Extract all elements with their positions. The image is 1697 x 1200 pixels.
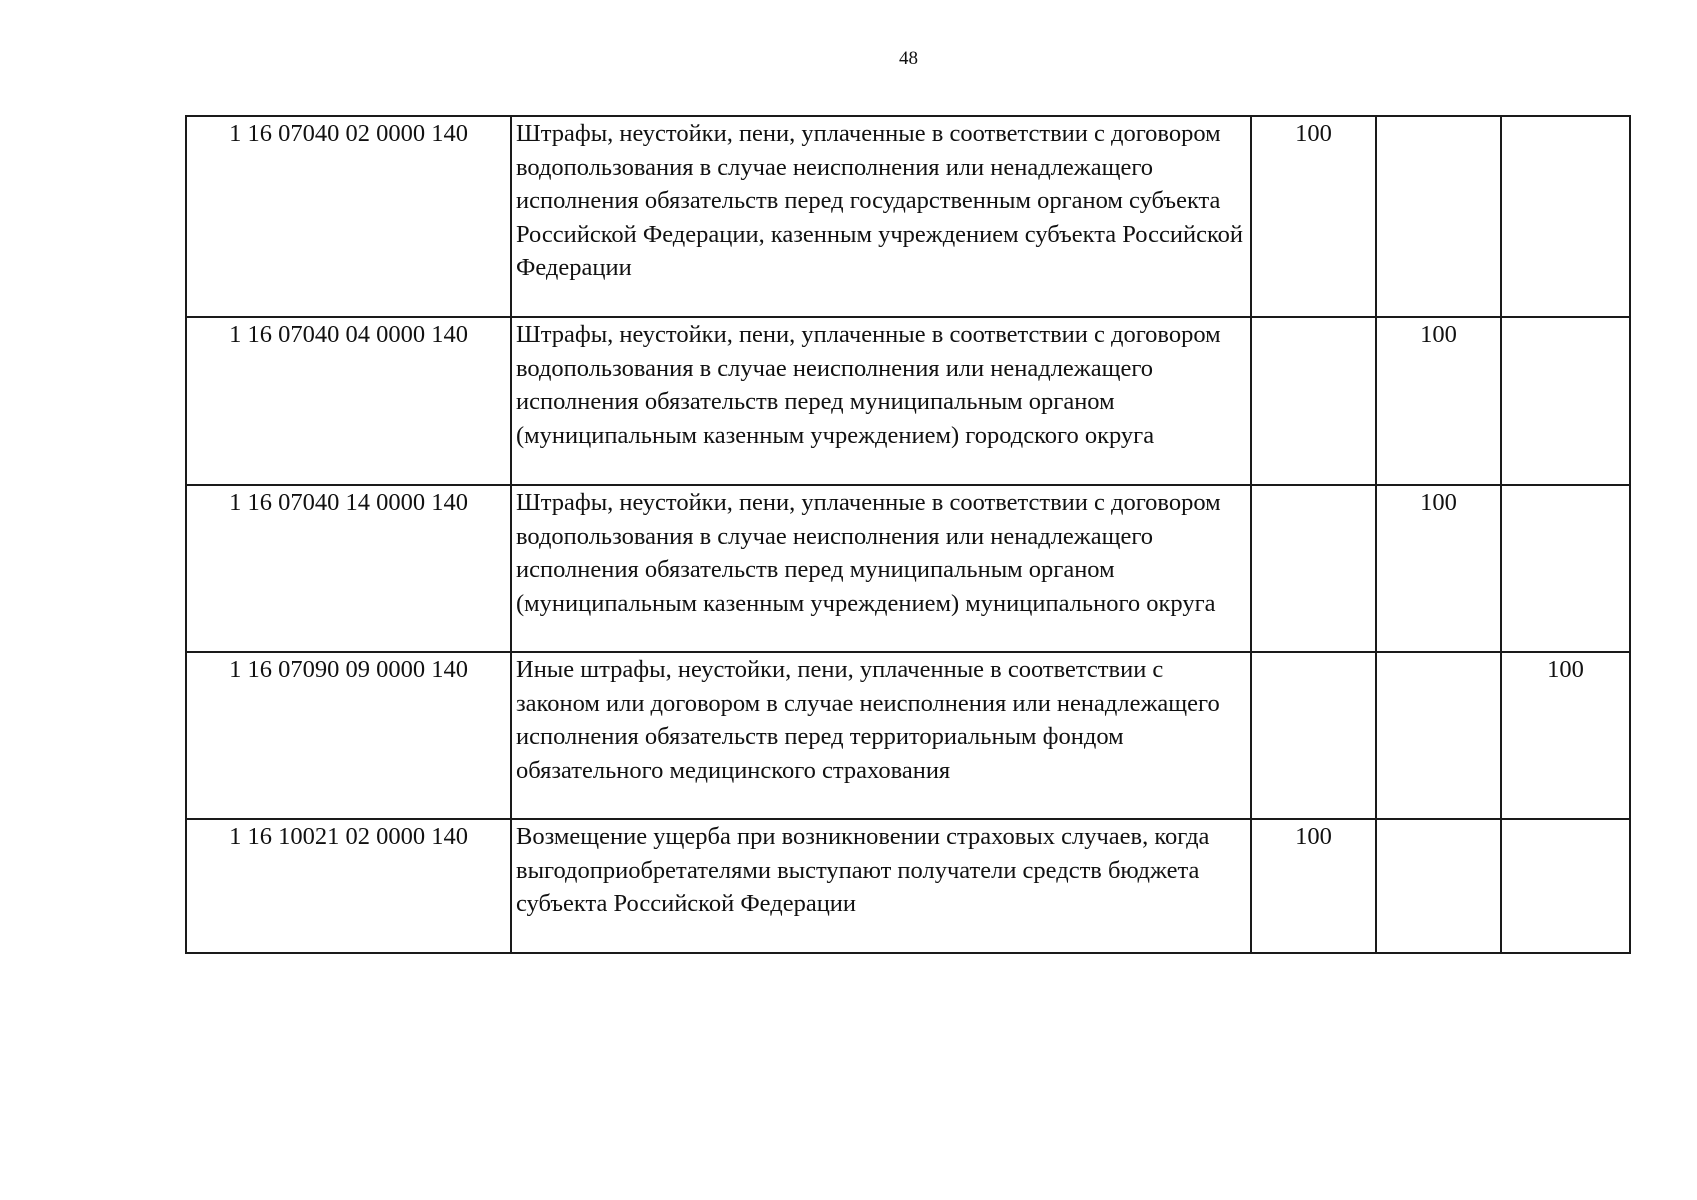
description-cell: Штрафы, неустойки, пени, уплаченные в соответствии с договором водопользования в случае неисполнения или ненадлежащего исполнения обязательств перед государственным органом субъекта Российской Федерации, казенным учреждением субъекта Российской Федерации bbox=[511, 116, 1251, 317]
share-cell-col4 bbox=[1376, 652, 1501, 819]
revenue-classification-table bbox=[185, 115, 1631, 954]
table-row bbox=[186, 819, 1630, 953]
description-cell: Иные штрафы, неустойки, пени, уплаченные в соответствии с законом или договором в случае неисполнения или ненадлежащего исполнения обязательств перед территориальным фондом обязательного медицинского страхования bbox=[511, 652, 1251, 819]
share-cell-col3: 100 bbox=[1251, 116, 1376, 317]
share-cell-col5 bbox=[1501, 819, 1630, 953]
share-cell-col5 bbox=[1501, 317, 1630, 485]
page-number: 48 bbox=[899, 48, 918, 69]
share-cell-col3 bbox=[1251, 652, 1376, 819]
budget-code-cell: 1 16 07040 02 0000 140 bbox=[186, 116, 511, 317]
share-cell-col3 bbox=[1251, 317, 1376, 485]
share-cell-col5 bbox=[1501, 116, 1630, 317]
description-cell: Возмещение ущерба при возникновении страховых случаев, когда выгодоприобретателями выступают получатели средств бюджета субъекта Российской Федерации bbox=[511, 819, 1251, 953]
share-cell-col5: 100 bbox=[1501, 652, 1630, 819]
description-cell: Штрафы, неустойки, пени, уплаченные в соответствии с договором водопользования в случае неисполнения или ненадлежащего исполнения обязательств перед муниципальным органом (муниципальным казенным учреждением) городского округа bbox=[511, 317, 1251, 485]
budget-code-cell: 1 16 07090 09 0000 140 bbox=[186, 652, 511, 819]
table-row bbox=[186, 317, 1630, 485]
budget-code-cell: 1 16 10021 02 0000 140 bbox=[186, 819, 511, 953]
table-row bbox=[186, 652, 1630, 819]
share-cell-col4: 100 bbox=[1376, 317, 1501, 485]
budget-code-cell: 1 16 07040 14 0000 140 bbox=[186, 485, 511, 652]
share-cell-col4 bbox=[1376, 819, 1501, 953]
share-cell-col4 bbox=[1376, 116, 1501, 317]
table-row bbox=[186, 116, 1630, 317]
budget-code-cell: 1 16 07040 04 0000 140 bbox=[186, 317, 511, 485]
description-cell: Штрафы, неустойки, пени, уплаченные в соответствии с договором водопользования в случае неисполнения или ненадлежащего исполнения обязательств перед муниципальным органом (муниципальным казенным учреждением) муниципального округа bbox=[511, 485, 1251, 652]
share-cell-col3: 100 bbox=[1251, 819, 1376, 953]
share-cell-col4: 100 bbox=[1376, 485, 1501, 652]
table-row bbox=[186, 485, 1630, 652]
share-cell-col5 bbox=[1501, 485, 1630, 652]
share-cell-col3 bbox=[1251, 485, 1376, 652]
